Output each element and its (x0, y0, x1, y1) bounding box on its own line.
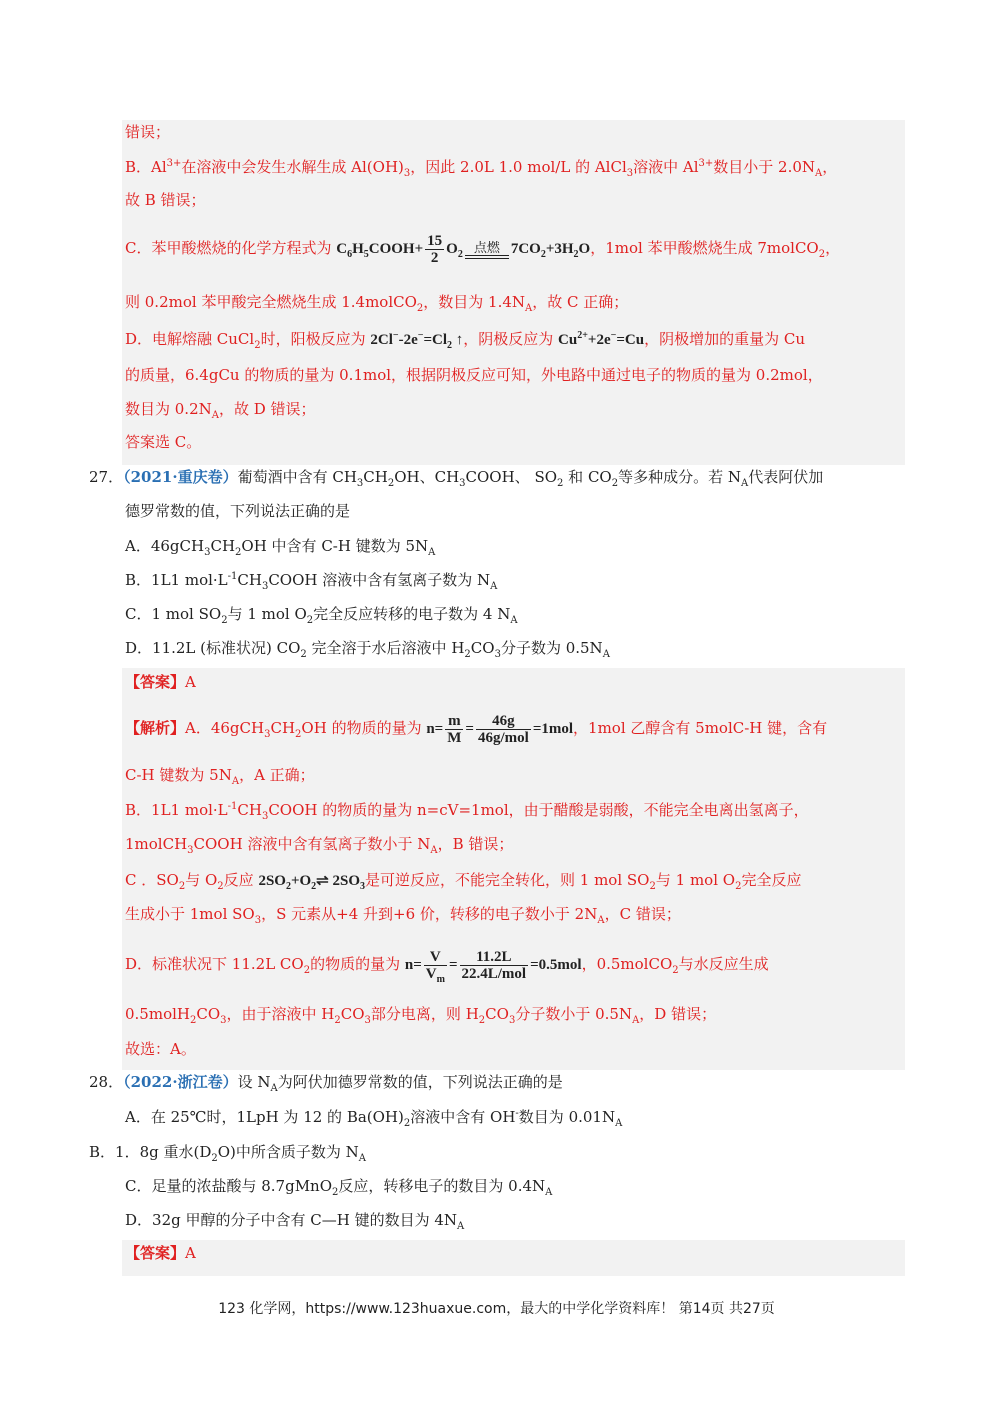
fraction: $\frac{11.2L}{\text{22.4L/mol}}$ (461, 949, 527, 983)
mole-formula: n= $\frac{m}{M}$ = $\frac{46g}{\text{46g/mol}}$ =1mol (426, 713, 574, 747)
question-27-stem: 27．（2021·重庆卷）葡萄酒中含有 $CH_3CH_2OH$、$CH_3COOH$、 $SO_2$ 和 $CO_2$等多种成分。若 $N_A$代表阿伏加 (89, 468, 824, 489)
explanation-option-c: C．苯甲酸燃烧的化学方程式为 $C_6H_5COOH+$ $\frac{15}{2}$ $O_2$ 点燃 $7CO_2+3H_2O$，1mol 苯甲酸燃烧生成 7molCO$_2$， (125, 233, 841, 267)
volume-formula: n= $\frac{V}{V_m}$ = $\frac{11.2L}{\text{22.4L/mol}}$ =0.5mol (404, 949, 582, 986)
question-28-option-b: B．1．8g 重水$(D_2O)$中所含质子数为 $N_A$ (89, 1143, 367, 1164)
question-28-option-d: D．32g 甲醇的分子中含有 C—H 键的数目为 $4N_A$ (125, 1211, 465, 1232)
explanation-line: C-H 键数为 $5N_A$，A 正确； (125, 766, 315, 787)
fraction: $\frac{15}{2}$ (427, 233, 443, 267)
explanation-line: 错误； (125, 123, 171, 141)
question-28-stem: 28．（2022·浙江卷）设 $N_A$为阿伏加德罗常数的值，下列说法正确的是 (89, 1073, 563, 1094)
question-28-option-c: C．足量的浓盐酸与 8.7gMnO$_2$反应，转移电子的数目为 $0.4N_A$ (125, 1177, 553, 1198)
question-28-option-a: A．在 25℃时，1LpH 为 12 的 $Ba(OH)_2$溶液中含有 OH-数目为 $0.01N_A$ (125, 1108, 623, 1129)
explanation-line: 故 B 错误； (125, 191, 206, 209)
question-27-option-b: B．1L1 $mol\cdot L^{-1}CH_3COOH$ 溶液中含有氢离子数为 $N_A$ (125, 571, 498, 592)
question-27-stem-cont: 德罗常数的值，下列说法正确的是 (125, 502, 351, 520)
answer-line: 答案选 C。 (125, 433, 202, 451)
fraction: $\frac{m}{M}$ (447, 713, 462, 747)
reversible-equation: $2SO_2+O_2\rightleftharpoons$ $2SO_3$ (258, 873, 365, 892)
question-27-answer: 【答案】A (125, 673, 196, 691)
explanation-line: 生成小于 1mol $SO_3$，S 元素从+4 升到+6 价，转移的电子数小于 $2N_A$，C 错误； (125, 905, 681, 926)
reaction-arrow: 点燃 (465, 240, 509, 259)
explanation-line: 的质量，6.4gCu 的物质的量为 0.1mol，根据阴极反应可知，外电路中通过电子的物质的量为 0.2mol， (125, 366, 823, 384)
explanation-line: 1molCH$_3$COOH 溶液中含有氢离子数小于 $N_A$，B 错误； (125, 835, 514, 856)
answer-line: 故选：A。 (125, 1040, 196, 1058)
explanation-line: 数目为 $0.2N_A$，故 D 错误； (125, 400, 316, 421)
fraction: $\frac{V}{V_m}$ (425, 949, 445, 986)
explanation-line: $0.5molH_2CO_3$，由于溶液中 $H_2CO_3$部分电离，则 $H_2CO_3$分子数小于 $0.5N_A$，D 错误； (125, 1005, 717, 1026)
question-27-option-d: D．11.2L (标准状况) $CO_2$ 完全溶于水后溶液中 $H_2CO_3$分子数为 $0.5N_A$ (125, 639, 610, 660)
question-27-option-a: A．$46gCH_3CH_2OH$ 中含有 C-H 键数为 $5N_A$ (125, 537, 436, 558)
question-28-answer: 【答案】A (125, 1244, 196, 1262)
question-27-analysis-d: D．标准状况下 11.2L $CO_2$的物质的量为 n= $\frac{V}{V_m}$ = $\frac{11.2L}{\text{22.4L/mol}}$ =0.5mol，0.5molCO$_2$与水反应生成 (125, 949, 769, 986)
explanation-line: 则 0.2mol 苯甲酸完全燃烧生成 1.4molCO$_2$，数目为 $1.4N_A$，故 C 正确； (125, 293, 629, 314)
combustion-equation: $C_6H_5COOH+$ $\frac{15}{2}$ $O_2$ 点燃 $7CO_2+3H_2O$ (336, 233, 591, 267)
answer-shade-block-28 (122, 1240, 905, 1276)
question-27-analysis-a: 【解析】A．$46gCH_3CH_2OH$ 的物质的量为 n= $\frac{m}{M}$ = $\frac{46g}{\text{46g/mol}}$ =1mol，1mol 乙醇含有 5molC-H 键，含有 (125, 713, 828, 747)
cathode-equation: $Cu^{2+}+2e^-=Cu$ (558, 330, 645, 348)
question-27-analysis-c: C ．$SO_2$与 $O_2$反应 $2SO_2+O_2\rightleftharpoons$ $2SO_3$是可逆反应，不能完全转化，则 1 mol $SO_2$与 1 mol $O_2$完全反应 (125, 871, 802, 892)
explanation-option-d: D．电解熔融 CuCl$_2$时，阳极反应为 $2Cl^--2e^-=Cl_2$ ↑，阴极反应为 $Cu^{2+}+2e^-=Cu$，阴极增加的重量为 Cu (125, 330, 805, 351)
question-27-option-c: C．1 mol $SO_2$与 1 mol $O_2$完全反应转移的电子数为 4 $N_A$ (125, 605, 518, 626)
anode-equation: $2Cl^--2e^-=Cl_2$ ↑ (370, 330, 464, 351)
fraction: $\frac{46g}{\text{46g/mol}}$ (477, 713, 529, 747)
question-27-analysis-b: B．1L1 $mol\cdot L^{-1}CH_3COOH$ 的物质的量为 n=cV=1mol，由于醋酸是弱酸，不能完全电离出氢离子， (125, 801, 809, 822)
page-footer: 123 化学网，https://www.123huaxue.com，最大的中学化学资料库！ 第14页 共27页 (218, 1301, 775, 1317)
explanation-option-b: B．$Al^{3+}$在溶液中会发生水解生成 $Al(OH)_3$，因此 2.0L 1.0 mol/L 的 AlCl$_3$溶液中 $Al^{3+}$数目小于 $2.0N_A$， (125, 158, 838, 179)
